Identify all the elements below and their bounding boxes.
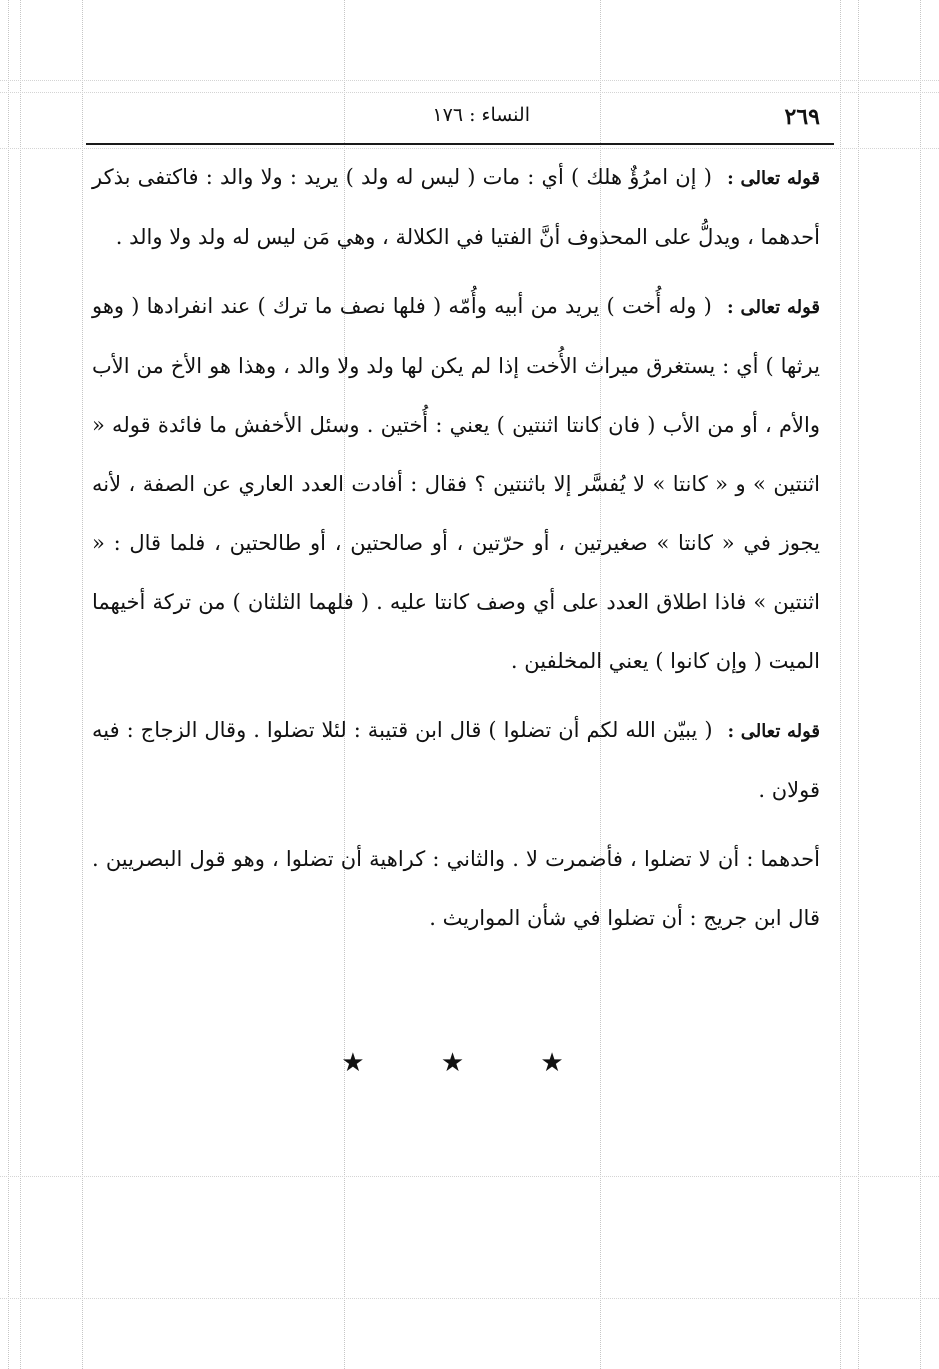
guide-line [82, 0, 83, 1369]
paragraph [92, 830, 820, 948]
paragraph [92, 701, 820, 820]
page-header [88, 92, 830, 132]
guide-line [0, 1298, 939, 1299]
paragraph-lead: قوله تعالى : [727, 721, 820, 742]
paragraph-text: ( يبيّن الله لكم أن تضلوا ) قال ابن قتيبة : لئلا تضلوا . وقال الزجاج : فيه قولان . [92, 718, 820, 802]
paragraph [92, 277, 820, 691]
guide-line [8, 0, 9, 1369]
paragraph-text: ( إن امرُؤٌ هلك ) أي : مات ( ليس له ولد ) يريد : ولا والد : فاكتفى بذكر أحدهما ، ويدلُّ على المحذوف أنَّ الفتيا في الكلالة ، وهي مَن ليس له ولد ولا والد . [92, 165, 820, 249]
paragraph-lead: قوله تعالى : [727, 297, 820, 318]
paragraph-lead: قوله تعالى : [727, 168, 820, 189]
page-body [92, 148, 820, 958]
guide-line [858, 0, 859, 1369]
page-number: ٢٦٩ [784, 104, 820, 130]
guide-line [20, 0, 21, 1369]
guide-line [0, 1176, 939, 1177]
guide-line [840, 0, 841, 1369]
guide-line [920, 0, 921, 1369]
header-rule [86, 143, 834, 145]
running-head: النساء : ١٧٦ [432, 104, 530, 126]
section-ornament: ★ ★ ★ [341, 1048, 598, 1078]
paragraph-text: ( وله أُخت ) يريد من أبيه وأُمّه ( فلها نصف ما ترك ) عند انفرادها ( وهو يرثها ) أي : يستغرق ميراث الأُخت إذا لم يكن لها ولد ولا والد ، وهذا هو الأخ من الأب والأم ، أو من الأب ( فان كانتا اثنتين ) يعني : أُختين . وسئل الأخفش ما فائدة قوله « اثنتين » و « كانتا » لا يُفسَّر إلا باثنتين ؟ فقال : أفادت العدد العاري عن الصفة ، لأنه يجوز في « كانتا » صغيرتين ، أو حرّتين ، أو صالحتين ، أو طالحتين ، فلما قال : « اثنتين » فاذا اطلاق العدد على أي وصف كانتا عليه . ( فلهما الثلثان ) من تركة أخيهما الميت ( وإن كانوا ) يعني المخلفين . [92, 294, 820, 673]
guide-line [0, 80, 939, 81]
paragraph [92, 148, 820, 267]
paragraph-text: أحدهما : أن لا تضلوا ، فأضمرت لا . والثاني : كراهية أن تضلوا ، وهو قول البصريين . قال ابن جريج : أن تضلوا في شأن المواريث . [92, 847, 820, 930]
